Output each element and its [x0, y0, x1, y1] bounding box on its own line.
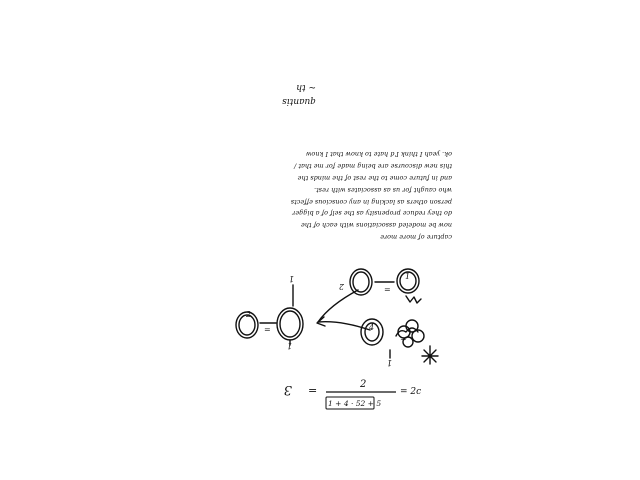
node-label: 2 — [246, 310, 252, 319]
note-line: person others as lacking in any conscious effects — [290, 197, 452, 206]
spark-mark — [406, 296, 421, 303]
note-line: this new discourse are being made for me that / — [294, 162, 452, 171]
equation-lhs: 3 — [283, 382, 292, 397]
note-line: and in future come to the rest of the minds the — [297, 174, 452, 183]
node-label: 1 — [405, 272, 411, 281]
note-line: now be modeled associations with each of the — [300, 221, 452, 230]
node-label: 1 — [286, 341, 292, 350]
equation-equals: = — [308, 384, 318, 397]
edge-label: = — [384, 285, 391, 294]
node-label: 1 — [386, 358, 392, 367]
spark-mark — [422, 346, 438, 364]
edge-label: ~ — [400, 335, 407, 344]
cell-outline — [277, 308, 303, 340]
cell-inner — [353, 272, 369, 292]
equation-denominator: 1 + 4 · 52 + 5 — [328, 399, 382, 408]
heading-line: quantis — [282, 96, 316, 106]
node-label: 2 — [338, 282, 344, 291]
edge-label: = — [264, 325, 271, 334]
node-label: 1 — [288, 274, 294, 283]
note-line: do they reduce propensity as the self of a bigger — [292, 209, 452, 218]
equation-numerator: 2 — [360, 379, 367, 390]
cell-inner — [280, 311, 300, 337]
equation — [278, 372, 458, 412]
note-line: who caught for us as associates with rest. — [314, 185, 452, 194]
note-line: ok. yeah I think I'd hate to know that I know — [305, 150, 452, 159]
node-label: 4 — [369, 323, 375, 332]
heading-line: ~ th — [296, 82, 316, 92]
equation-rhs: = 2c — [400, 387, 422, 397]
note-line: capture of more more — [380, 233, 452, 241]
